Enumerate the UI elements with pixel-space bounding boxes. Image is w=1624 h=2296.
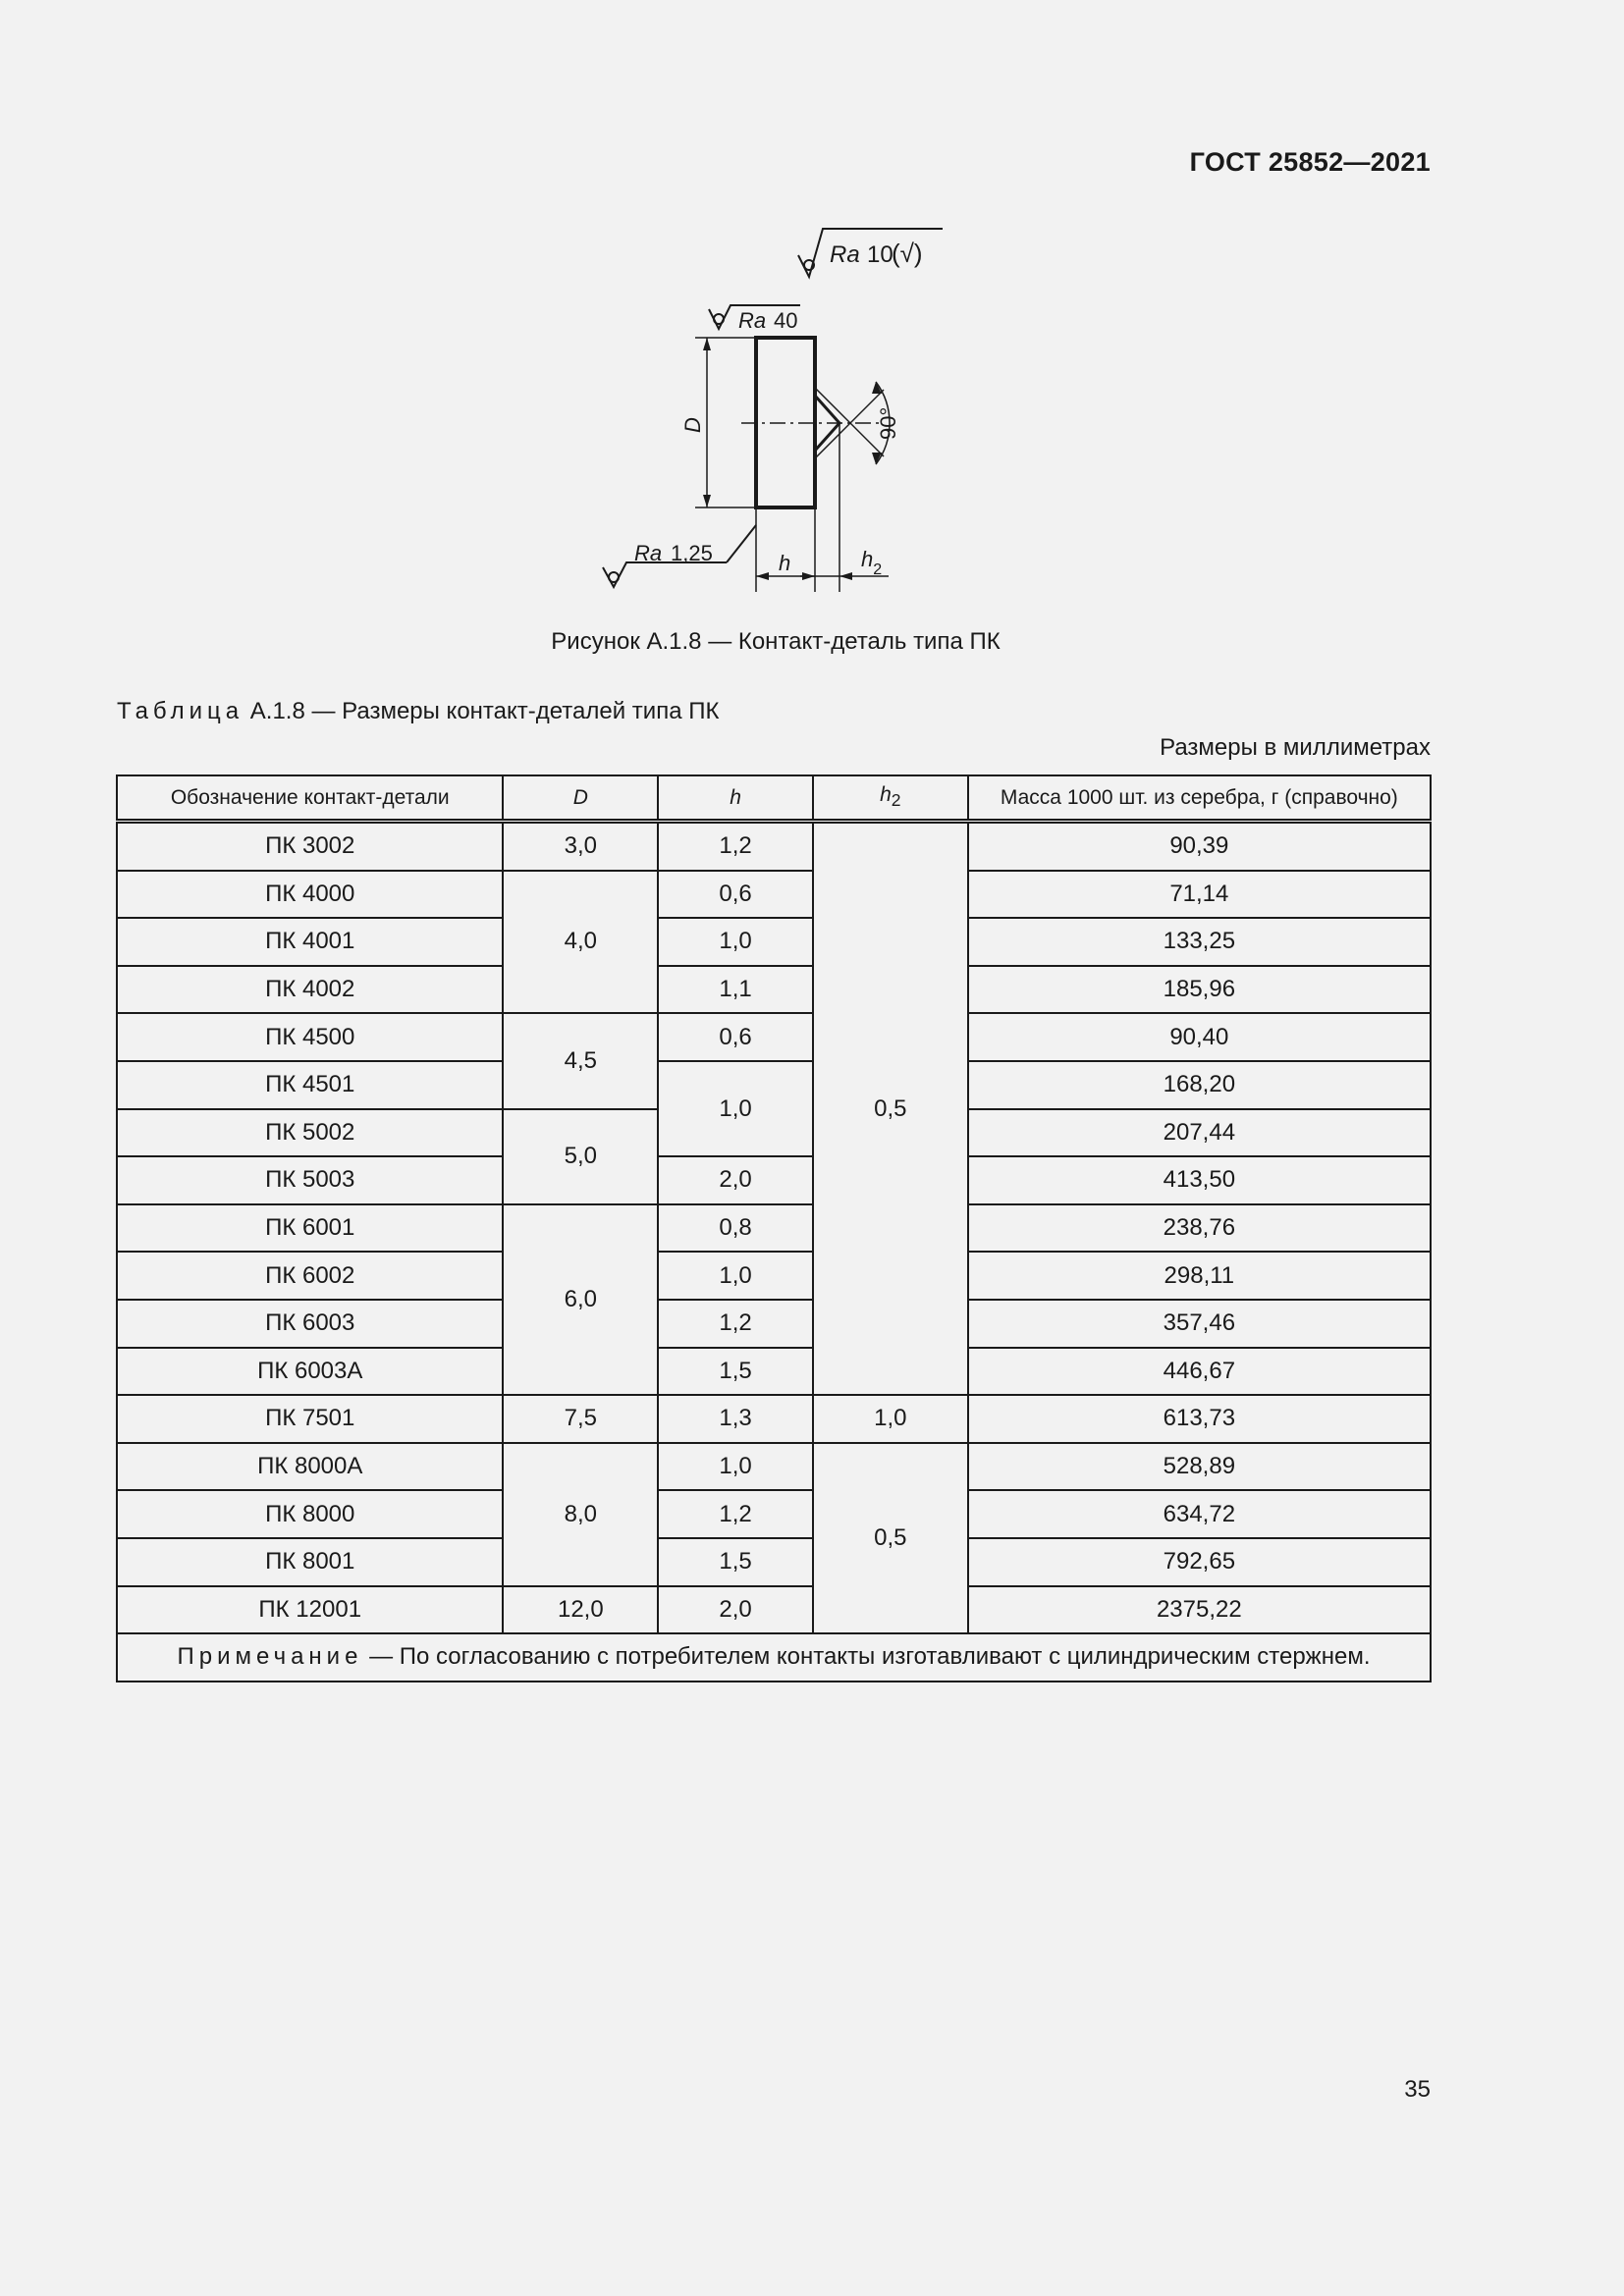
dimensions-table: [116, 774, 1432, 1682]
table-units: Размеры в миллиметрах: [1160, 734, 1431, 761]
table-row: [117, 1156, 1431, 1204]
cell-h2-group: 0,5: [813, 1443, 968, 1633]
ra-top-label: Ra: [830, 241, 860, 268]
cell-mass: 133,25: [968, 918, 1431, 966]
cell-mass: 298,11: [968, 1252, 1431, 1300]
cell-name: ПК 8000А: [117, 1443, 503, 1491]
table-row: [117, 1061, 1431, 1109]
cell-name: ПК 4500: [117, 1013, 503, 1061]
cell-mass: 71,14: [968, 871, 1431, 919]
cell-name: ПК 5002: [117, 1109, 503, 1157]
cell-name: ПК 4001: [117, 918, 503, 966]
cell-mass: 613,73: [968, 1395, 1431, 1443]
cell-name: ПК 12001: [117, 1586, 503, 1634]
table-row: [117, 966, 1431, 1014]
cell-h: 1,0: [658, 1443, 813, 1491]
table-row: [117, 1490, 1431, 1538]
cell-d: 7,5: [503, 1395, 658, 1443]
cell-name: ПК 3002: [117, 822, 503, 871]
table-header-row: [117, 775, 1431, 822]
roughness-leader: [727, 525, 756, 562]
cell-name: ПК 8001: [117, 1538, 503, 1586]
cell-d: 12,0: [503, 1586, 658, 1634]
ra-left-value: 40: [774, 308, 798, 333]
cell-mass: 168,20: [968, 1061, 1431, 1109]
angle-label: 90°: [876, 406, 900, 440]
cell-d: 8,0: [503, 1443, 658, 1586]
cell-d: 6,0: [503, 1204, 658, 1395]
cell-name: ПК 4002: [117, 966, 503, 1014]
cell-mass: 792,65: [968, 1538, 1431, 1586]
angle-line-2: [815, 390, 884, 458]
cell-name: ПК 7501: [117, 1395, 503, 1443]
table-row: [117, 1204, 1431, 1253]
cell-h: 1,2: [658, 822, 813, 871]
ra-bottom-value: 1,25: [671, 541, 713, 565]
cell-mass: 357,46: [968, 1300, 1431, 1348]
table-row: [117, 1252, 1431, 1300]
contact-part-drawing: [589, 221, 982, 599]
table-row: [117, 1443, 1431, 1491]
cell-h: 1,0: [658, 1061, 813, 1156]
h-label: h: [779, 551, 791, 575]
cell-d: 5,0: [503, 1109, 658, 1204]
cell-d: 4,0: [503, 871, 658, 1014]
cell-name: ПК 6001: [117, 1204, 503, 1253]
cell-h: 1,0: [658, 918, 813, 966]
cell-h: 1,3: [658, 1395, 813, 1443]
roughness-circle-left: [714, 314, 724, 324]
cell-h2-group: 0,5: [813, 822, 968, 1396]
table-row: [117, 871, 1431, 919]
table-row: [117, 1013, 1431, 1061]
table-row: [117, 1586, 1431, 1634]
figure-caption: Рисунок А.1.8 — Контакт-деталь типа ПК: [551, 628, 1001, 655]
table-row: [117, 1300, 1431, 1348]
table-title-rest: А.1.8 — Размеры контакт-деталей типа ПК: [244, 698, 720, 724]
cell-mass: 207,44: [968, 1109, 1431, 1157]
cell-mass: 528,89: [968, 1443, 1431, 1491]
cell-h: 0,8: [658, 1204, 813, 1253]
h2-label: $h_2$: [861, 547, 883, 578]
cell-mass: 446,67: [968, 1348, 1431, 1396]
header-mass: Масса 1000 шт. из серебра, г (справочно): [968, 775, 1431, 822]
cell-name: ПК 6002: [117, 1252, 503, 1300]
page-number: 35: [1404, 2076, 1431, 2103]
header-h2: $h_2$: [813, 775, 968, 822]
roughness-symbol-bottom: [603, 562, 727, 587]
cell-mass: 2375,22: [968, 1586, 1431, 1634]
table-title-word: Таблица: [117, 698, 244, 724]
cell-h: 0,6: [658, 1013, 813, 1061]
table-row: [117, 1395, 1431, 1443]
cell-h: 1,5: [658, 1538, 813, 1586]
cell-h: 2,0: [658, 1586, 813, 1634]
note-text: — По согласованию с потребителем контакты изготавливают с цилиндрическим стержнем.: [362, 1643, 1371, 1671]
table-note: [117, 1633, 1431, 1682]
table-row: [117, 1348, 1431, 1396]
cell-name: ПК 4501: [117, 1061, 503, 1109]
ra-top-suffix: (√): [892, 239, 923, 268]
header-d: D: [503, 775, 658, 822]
cell-mass: 238,76: [968, 1204, 1431, 1253]
header-h: h: [658, 775, 813, 822]
cell-h: 1,0: [658, 1252, 813, 1300]
cell-h: 2,0: [658, 1156, 813, 1204]
d-label: D: [680, 417, 705, 433]
ra-bottom-label: Ra: [634, 541, 663, 565]
cell-name: ПК 4000: [117, 871, 503, 919]
ra-top-value: 10: [867, 241, 893, 268]
cell-name: ПК 8000: [117, 1490, 503, 1538]
cell-mass: 634,72: [968, 1490, 1431, 1538]
cell-h: 1,5: [658, 1348, 813, 1396]
cell-d: 4,5: [503, 1013, 658, 1108]
cell-h: 1,2: [658, 1490, 813, 1538]
cell-name: ПК 5003: [117, 1156, 503, 1204]
cell-name: ПК 6003А: [117, 1348, 503, 1396]
cell-mass: 413,50: [968, 1156, 1431, 1204]
standard-id: ГОСТ 25852—2021: [1189, 147, 1431, 177]
header-designation: Обозначение контакт-детали: [117, 775, 503, 822]
cell-name: ПК 6003: [117, 1300, 503, 1348]
table-row: [117, 822, 1431, 871]
cell-mass: 185,96: [968, 966, 1431, 1014]
note-word: Примечание: [177, 1643, 363, 1671]
cell-mass: 90,40: [968, 1013, 1431, 1061]
ra-left-label: Ra: [738, 308, 767, 333]
roughness-circle-bottom: [609, 572, 619, 582]
cell-mass: 90,39: [968, 822, 1431, 871]
table-note-row: [117, 1633, 1431, 1682]
cell-h: 1,1: [658, 966, 813, 1014]
cell-h: 1,2: [658, 1300, 813, 1348]
table-title: [117, 698, 719, 725]
angle-line-1: [815, 388, 884, 456]
cell-h2: 1,0: [813, 1395, 968, 1443]
table-row: [117, 1538, 1431, 1586]
cell-d: 3,0: [503, 822, 658, 871]
table-row: [117, 918, 1431, 966]
cell-h: 0,6: [658, 871, 813, 919]
